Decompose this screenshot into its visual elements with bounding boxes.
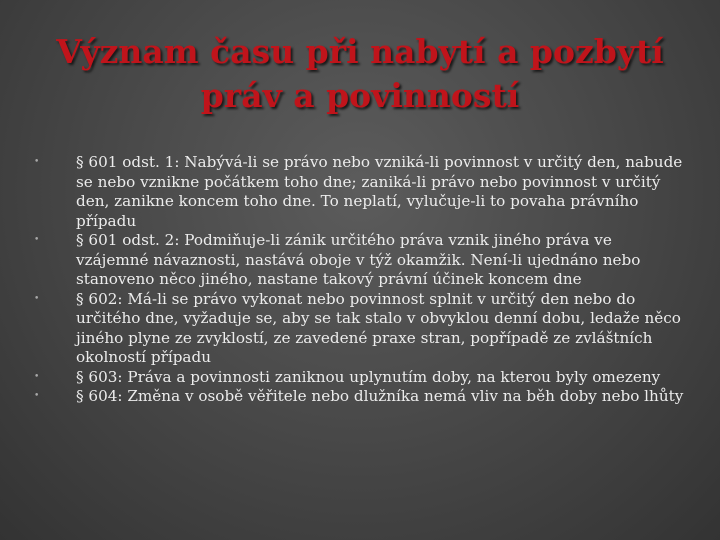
bullet-text: § 601 odst. 1: Nabývá-li se právo nebo vzniká-li povinnost v určitý den, nabude se nebo vznikne počátkem toho dne; zaniká-li právo nebo povinnost v určitý den, zanikne koncem toho dne. To neplatí, vylučuje-li to povaha právního případu xyxy=(76,153,683,230)
bullet-icon: • xyxy=(34,157,40,167)
bullet-text: § 604: Změna v osobě věřitele nebo dlužníka nemá vliv na běh doby nebo lhůty xyxy=(76,387,684,405)
bullet-item xyxy=(34,290,684,368)
bullet-item xyxy=(34,231,684,290)
slide-title: Význam času při nabytí a pozbytí práv a povinností xyxy=(56,32,664,115)
bullet-item xyxy=(34,368,684,388)
bullet-icon: • xyxy=(34,293,40,304)
bullet-item xyxy=(34,153,684,231)
bullet-icon: • xyxy=(34,371,40,382)
bullet-item xyxy=(34,387,684,407)
bullet-icon: • xyxy=(34,235,40,245)
bullet-text: § 601 odst. 2: Podmiňuje-li zánik určitého práva vznik jiného práva ve vzájemné návaznosti, nastává oboje v týž okamžik. Není-li ujednáno nebo stanoveno něco jiného, nastane takový právní účinek koncem dne xyxy=(76,231,641,288)
bullet-text: § 603: Práva a povinnosti zaniknou uplynutím doby, na kterou byly omezeny xyxy=(76,367,661,386)
bullet-list xyxy=(34,153,684,407)
bullet-icon: • xyxy=(34,391,40,401)
bullet-text: § 602: Má-li se právo vykonat nebo povinnost splnit v určitý den nebo do určitého dne, vyžaduje se, aby se tak stalo v obvyklou denní dobu, ledaže něco jiného plyne ze zvyklostí, ze zavedené praxe stran, popřípadě ze zvláštních okolností případu xyxy=(76,289,681,366)
